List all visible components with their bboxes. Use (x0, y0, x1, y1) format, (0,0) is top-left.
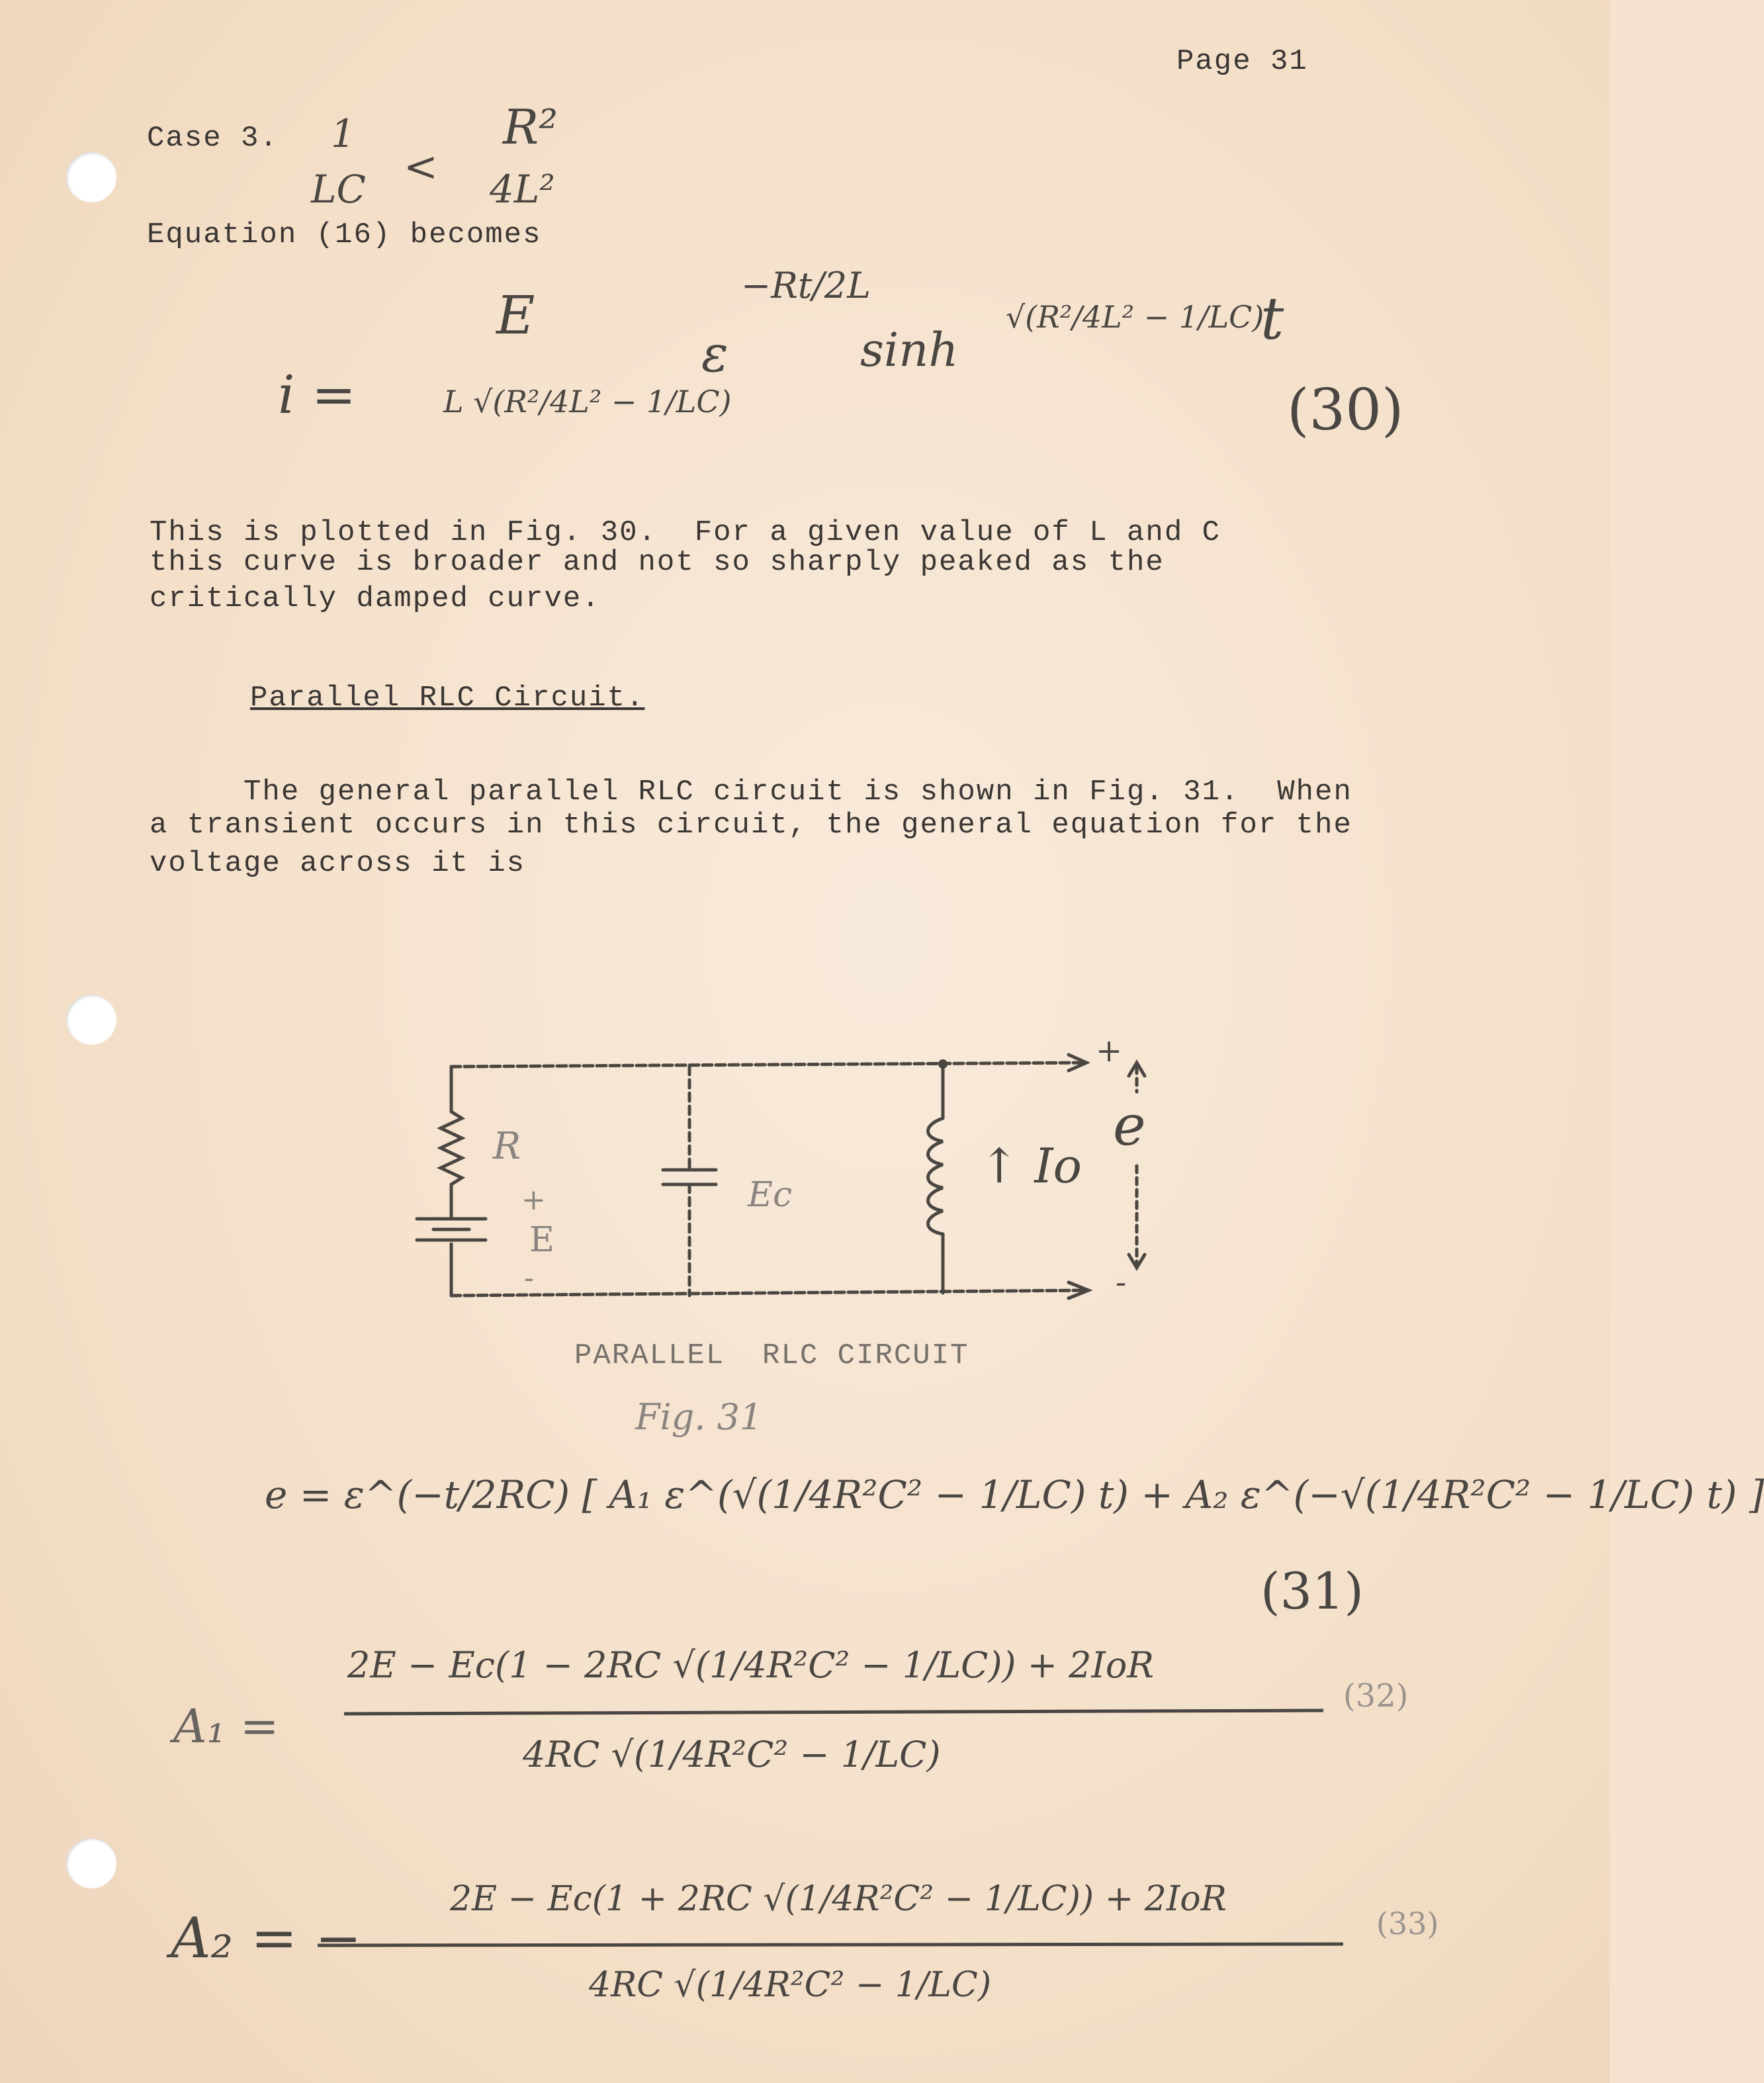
paragraph2-line3: voltage across it is (150, 847, 526, 880)
case-label: Case 3. (147, 122, 279, 155)
paragraph1-line2: this curve is broader and not so sharply peaked as the (150, 546, 1165, 579)
condition-denominator-1: LC (311, 167, 366, 212)
eqA1-denominator: 4RC √(1/4R²C² − 1/LC) (523, 1734, 941, 1775)
eq30-sinh: sinh (860, 323, 959, 377)
eqA2-numerator: 2E − Ec(1 + 2RC √(1/4R²C² − 1/LC)) + 2IoR (450, 1879, 1227, 1919)
condition-denominator-2: 4L² (490, 167, 555, 212)
eq30-exp-power: −Rt/2L (741, 265, 871, 306)
eq30-numerator: E (496, 285, 535, 346)
eqA2-denominator: 4RC √(1/4R²C² − 1/LC) (589, 1965, 992, 2005)
section-heading: Parallel RLC Circuit. (250, 682, 645, 715)
label-Ec: Ec (748, 1175, 793, 1215)
eqA2-number: (33) (1376, 1906, 1439, 1941)
eq30-number: (30) (1287, 377, 1404, 443)
label-E: E (529, 1220, 554, 1260)
label-plus-e: + (1096, 1032, 1123, 1069)
label-e: e (1113, 1093, 1146, 1158)
paragraph1-line3: critically damped curve. (150, 582, 601, 615)
paragraph1-line1: This is plotted in Fig. 30. For a given value of L and C (150, 516, 1221, 549)
label-minus-E: - (524, 1261, 534, 1295)
label-plus-E: + (521, 1183, 546, 1217)
page-number: Page 31 (1176, 45, 1308, 78)
figure-label: Fig. 31 (635, 1396, 763, 1438)
paragraph2-line2: a transient occurs in this circuit, the general equation for the (150, 809, 1352, 842)
eqA2-lhs: A₂ = − (171, 1906, 362, 1971)
eqA1-numerator: 2E − Ec(1 − 2RC √(1/4R²C² − 1/LC)) + 2IoR (347, 1644, 1155, 1686)
label-R: R (493, 1125, 521, 1168)
eqA1-lhs: A₁ = (173, 1699, 279, 1753)
condition-numerator-1: 1 (331, 111, 355, 156)
eq30-denominator: L √(R²/4L² − 1/LC) (443, 384, 732, 420)
eq30-variable: t (1260, 285, 1284, 353)
eqA1-number: (32) (1343, 1677, 1409, 1714)
label-Io: ↑ Io (979, 1138, 1082, 1194)
eq30-lhs: i = (278, 364, 357, 425)
paragraph2-line1: The general parallel RLC circuit is shown in Fig. 31. When (150, 776, 1352, 809)
figure-caption: PARALLEL RLC CIRCUIT (574, 1339, 969, 1372)
eq31-expression: e = ε^(−t/2RC) [ A₁ ε^(√(1/4R²C² − 1/LC) t) + A₂ ε^(−√(1/4R²C² − 1/LC) t) ] (265, 1472, 1764, 1517)
eqA1-fraction-bar (344, 1710, 1323, 1714)
condition-numerator-2: R² (503, 99, 558, 155)
eq30-radical: √(R²/4L² − 1/LC) (1006, 299, 1264, 335)
eq31-number: (31) (1260, 1562, 1364, 1620)
eqA2-fraction-bar (318, 1944, 1343, 1945)
intro-line: Equation (16) becomes (147, 218, 542, 251)
condition-less-than: < (404, 142, 438, 191)
label-minus-e: - (1116, 1264, 1127, 1301)
eq30-exp-base: ε (701, 324, 728, 383)
